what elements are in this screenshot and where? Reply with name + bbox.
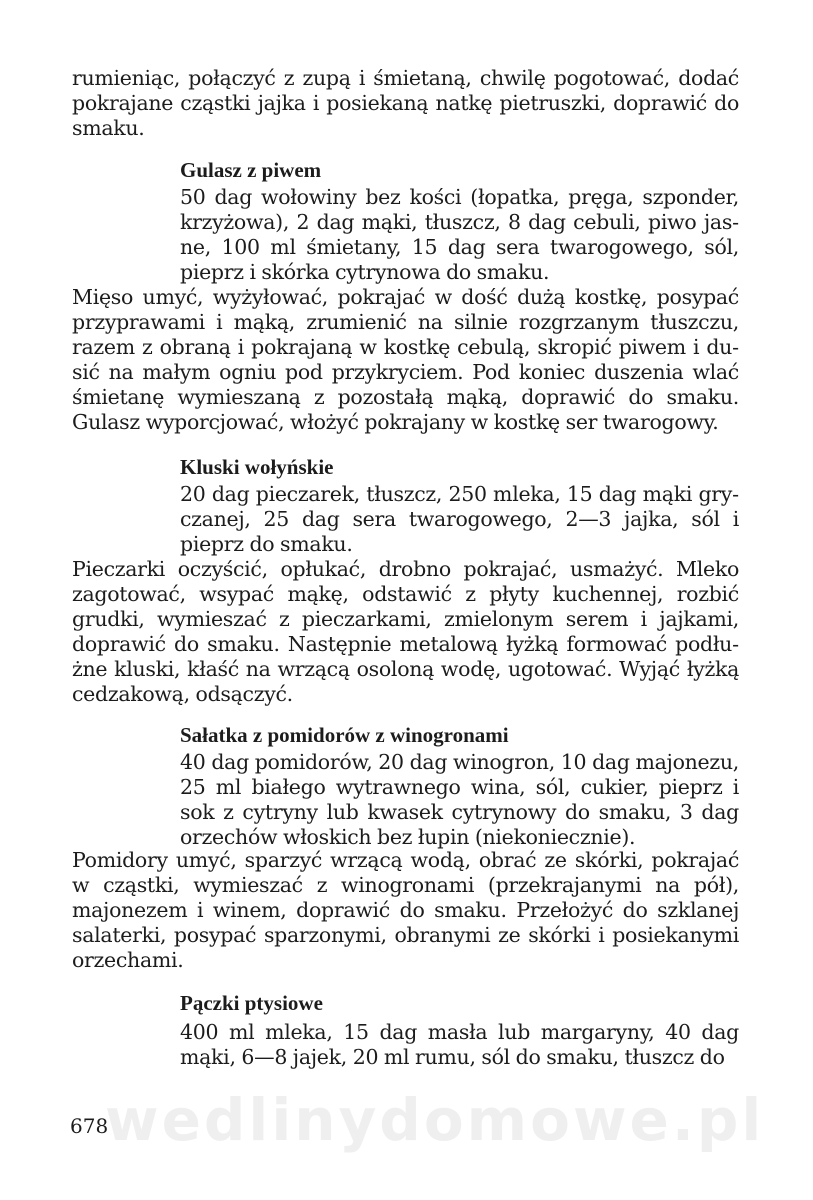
- watermark: wedlinydomowe.pl: [105, 1086, 765, 1154]
- recipe-title-salatka: Sałatka z pomidorów z winogronami: [180, 723, 509, 747]
- recipe-title-paczki: Pączki ptysiowe: [180, 991, 323, 1015]
- ingredients-gulasz: 50 dag wołowiny bez kości (łopatka, pręga, szponder, krzyżowa), 2 dag mąki, tłuszcz, 8 dag cebuli, piwo jasne, 100 ml śmietany, 15 dag sera twarogowego, sól, pieprz i skórka cytrynowa do smaku.: [180, 185, 739, 284]
- instructions-salatka: Pomidory umyć, sparzyć wrzącą wodą, obrać ze skórki, pokrajać w cząstki, wymieszać z winogronami (przekrajanymi na pół), majonezem i winem, doprawić do smaku. Przełożyć do szklanej salaterki, posypać sparzonymi, obranymi ze skórki i posiekanymi orzechami.: [72, 848, 739, 972]
- ingredients-paczki: 400 ml mleka, 15 dag masła lub margaryny, 40 dag mąki, 6—8 jajek, 20 ml rumu, sól do smaku, tłuszcz do: [180, 1020, 739, 1069]
- ingredients-salatka: 40 dag pomidorów, 20 dag winogron, 10 dag majonezu, 25 ml białego wytrawnego wina, sól, cukier, pieprz i sok z cytryny lub kwasek cytrynowy do smaku, 3 dag orzechów włoskich bez łupin (niekoniecznie).: [180, 750, 739, 849]
- ingredients-kluski: 20 dag pieczarek, tłuszcz, 250 mleka, 15 dag mąki gryczanej, 25 dag sera twarogowego, 2—3 jajka, sól i pieprz do smaku.: [180, 482, 739, 556]
- page-number: 678: [70, 1114, 109, 1138]
- intro-paragraph: rumieniąc, połączyć z zupą i śmietaną, chwilę pogotować, dodać pokrajane cząstki jajka i posiekaną natkę pietruszki, doprawić do smaku.: [72, 66, 739, 140]
- instructions-gulasz: Mięso umyć, wyżyłować, pokrajać w dość dużą kostkę, posypać przyprawami i mąką, zrumienić na silnie rozgrzanym tłuszczu, razem z obraną i pokrajaną w kostkę cebulą, skropić piwem i dusić na małym ogniu pod przykryciem. Pod koniec duszenia wlać śmietanę wymieszaną z pozostałą mąką, doprawić do smaku. Gulasz wyporcjować, włożyć pokrajany w kostkę ser twarogowy.: [72, 285, 739, 434]
- instructions-kluski: Pieczarki oczyścić, opłukać, drobno pokrajać, usmażyć. Mleko zagotować, wsypać mąkę, odstawić z płyty kuchennej, rozbić grudki, wymieszać z pieczarkami, zmielonym serem i jajkami, doprawić do smaku. Następnie metalową łyżką formować podłużne kluski, kłaść na wrzącą osoloną wodę, ugotować. Wyjąć łyżką cedzakową, odsączyć.: [72, 557, 739, 706]
- recipe-title-gulasz: Gulasz z piwem: [180, 158, 322, 182]
- recipe-title-kluski: Kluski wołyńskie: [180, 455, 334, 479]
